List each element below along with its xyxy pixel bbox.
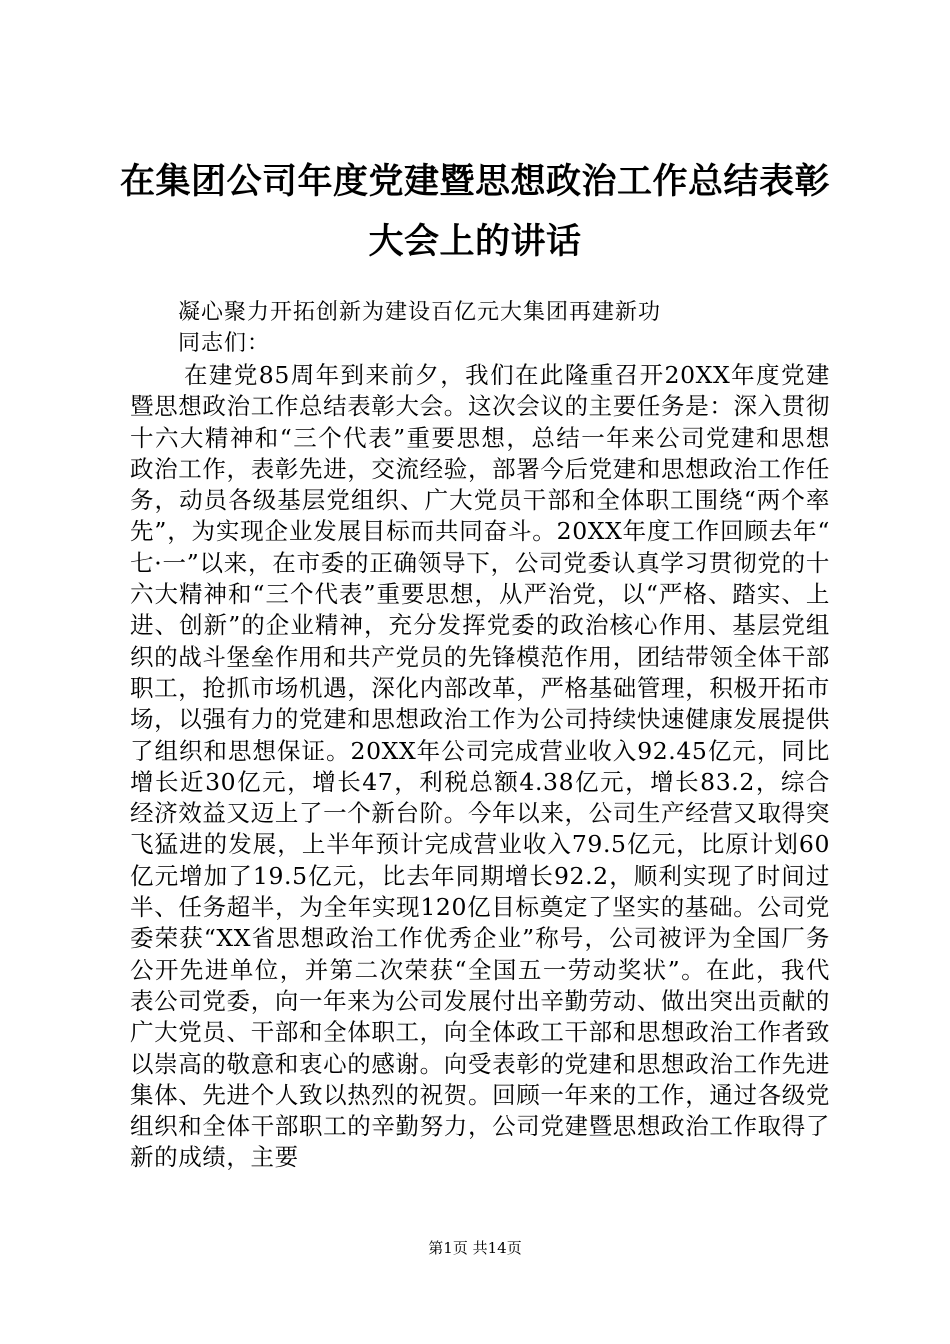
body-paragraph: 在建党85周年到来前夕，我们在此隆重召开20XX年度党建暨思想政治工作总结表彰大会。这次会议的主要任务是：深入贯彻十六大精神和“三个代表”重要思想，总结一年来公司党建和思想政治工作，表彰先进，交流经验，部署今后党建和思想政治工作任务，动员各级基层党组织、广大党员干部和全体职工围绕“两个率先”，为实现企业发展目标而共同奋斗。20XX年度工作回顾去年“七·一”以来，在市委的正确领导下，公司党委认真学习贯彻党的十六大精神和“三个代表”重要思想，从严治党，以“严格、踏实、上进、创新”的企业精神，充分发挥党委的政治核心作用、基层党组织的战斗堡垒作用和共产党员的先锋模范作用，团结带领全体干部职工，抢抓市场机遇，深化内部改革，严格基础管理，积极开拓市场，以强有力的党建和思想政治工作为公司持续快速健康发展提供了组织和思想保证。20XX年公司完成营业收入92.45亿元，同比增长近30亿元，增长47，利税总额4.38亿元，增长83.2，综合经济效益又迈上了一个新台阶。今年以来，公司生产经营又取得突飞猛进的发展，上半年预计完成营业收入79.5亿元，比原计划60亿元增加了19.5亿元，比去年同期增长92.2，顺利实现了时间过半、任务超半，为全年实现120亿目标奠定了坚实的基础。公司党委荣获“XX省思想政治工作优秀企业”称号，公司被评为全国厂务公开先进单位，并第二次荣获“全国五一劳动奖状”。在此，我代表公司党委，向一年来为公司发展付出辛勤劳动、做出突出贡献的广大党员、干部和全体职工，向全体政工干部和思想政治工作者致以崇高的敬意和衷心的感谢。向受表彰的党建和思想政治工作先进集体、先进个人致以热烈的祝贺。回顾一年来的工作，通过各级党组织和全体干部职工的辛勤努力，公司党建暨思想政治工作取得了新的成绩，主要: [130, 361, 830, 1172]
document-title-line-2: 大会上的讲话: [368, 222, 582, 262]
page-number-footer: 第1页 共14页: [428, 1239, 522, 1257]
salutation: 同志们：: [178, 331, 271, 356]
document-title-line-1: 在集团公司年度党建暨思想政治工作总结表彰: [119, 162, 830, 202]
document-subtitle: 凝心聚力开拓创新为建设百亿元大集团再建新功: [178, 300, 662, 325]
